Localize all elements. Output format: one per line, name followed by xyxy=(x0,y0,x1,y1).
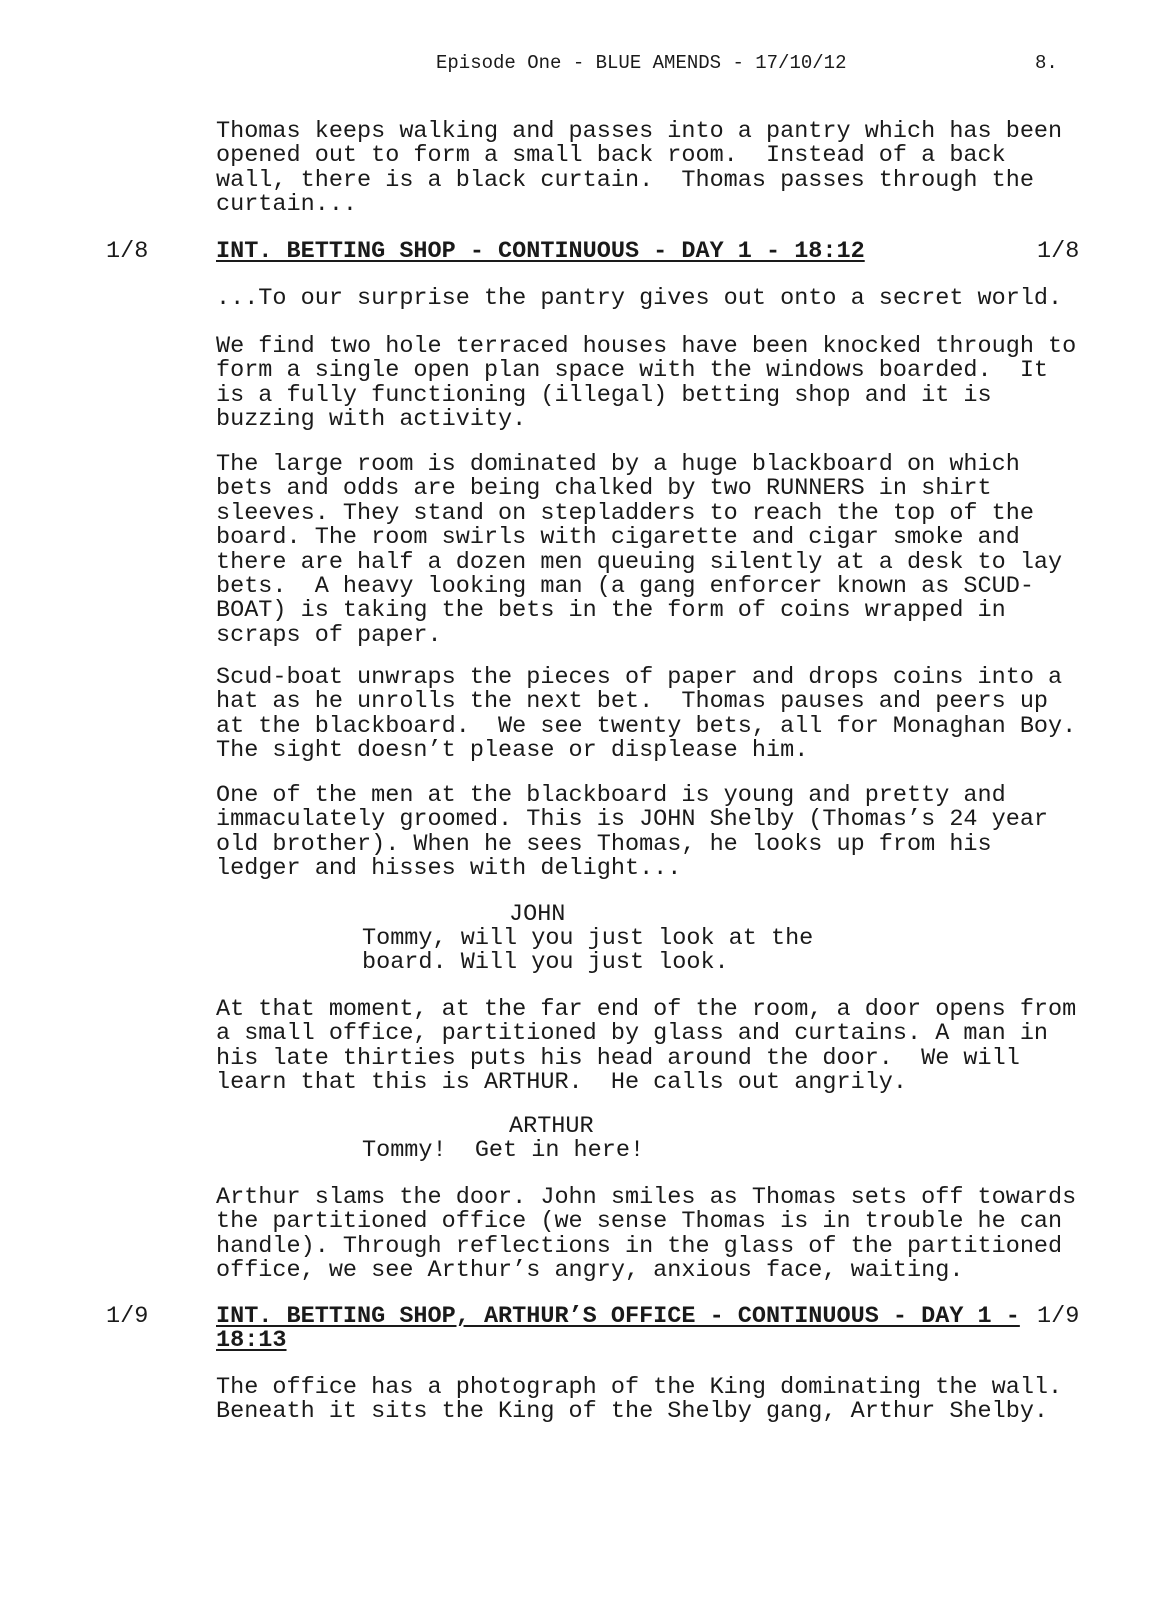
scene-number-left: 1/9 xyxy=(106,1303,149,1330)
scene-heading: INT. BETTING SHOP - CONTINUOUS - DAY 1 - 18:12 xyxy=(216,238,865,265)
page-number: 8. xyxy=(1035,52,1058,74)
running-header: Episode One - BLUE AMENDS - 17/10/12 xyxy=(436,52,847,74)
scene-number-right: 1/8 xyxy=(1037,238,1080,265)
action-paragraph: Thomas keeps walking and passes into a pantry which has been opened out to form a small back room. Instead of a back wall, there is a black curtain. Thomas passes through the curtain... xyxy=(216,118,1063,219)
action-paragraph: The office has a photograph of the King dominating the wall. Beneath it sits the King of the Shelby gang, Arthur Shelby. xyxy=(216,1374,1063,1426)
action-paragraph: ...To our surprise the pantry gives out onto a secret world. xyxy=(216,285,1063,312)
action-paragraph: Arthur slams the door. John smiles as Thomas sets off towards the partitioned office (we sense Thomas is in trouble he can handle). Through reflections in the glass of the partitioned office, we see Arthur’s angry, anxious face, waiting. xyxy=(216,1184,1077,1285)
scene-heading-continued: 18:13 xyxy=(216,1327,287,1354)
scene-number-right: 1/9 xyxy=(1037,1303,1080,1330)
character-cue: JOHN xyxy=(509,901,566,928)
dialogue: Tommy, will you just look at the board. Will you just look. xyxy=(362,925,814,977)
action-paragraph: One of the men at the blackboard is young and pretty and immaculately groomed. This is JOHN Shelby (Thomas’s 24 year old brother). When he sees Thomas, he looks up from his ledger and hisses with delight... xyxy=(216,782,1049,883)
action-paragraph: Scud-boat unwraps the pieces of paper and drops coins into a hat as he unrolls the next bet. Thomas pauses and peers up at the blackboard. We see twenty bets, all for Monaghan Boy. The sight doesn’t please or displease him. xyxy=(216,664,1077,765)
action-paragraph: At that moment, at the far end of the room, a door opens from a small office, partitioned by glass and curtains. A man in his late thirties puts his head around the door. We will learn that this is ARTHUR. He calls out angrily. xyxy=(216,996,1077,1097)
character-cue: ARTHUR xyxy=(509,1113,594,1140)
scene-number-left: 1/8 xyxy=(106,238,149,265)
action-paragraph: The large room is dominated by a huge blackboard on which bets and odds are being chalked by two RUNNERS in shirt sleeves. They stand on stepladders to reach the top of the board. The room swirls with cigarette and cigar smoke and there are half a dozen men queuing silently at a desk to lay bets. A heavy looking man (a gang enforcer known as SCUD- BOAT) is taking the bets in the form of coins wrapped in scraps of paper. xyxy=(216,451,1063,649)
dialogue: Tommy! Get in here! xyxy=(362,1137,645,1164)
action-paragraph: We find two hole terraced houses have been knocked through to form a single open plan space with the windows boarded. It is a fully functioning (illegal) betting shop and it is buzzing with activity. xyxy=(216,333,1077,434)
scene-heading: INT. BETTING SHOP, ARTHUR’S OFFICE - CONTINUOUS - DAY 1 - xyxy=(216,1303,1020,1330)
